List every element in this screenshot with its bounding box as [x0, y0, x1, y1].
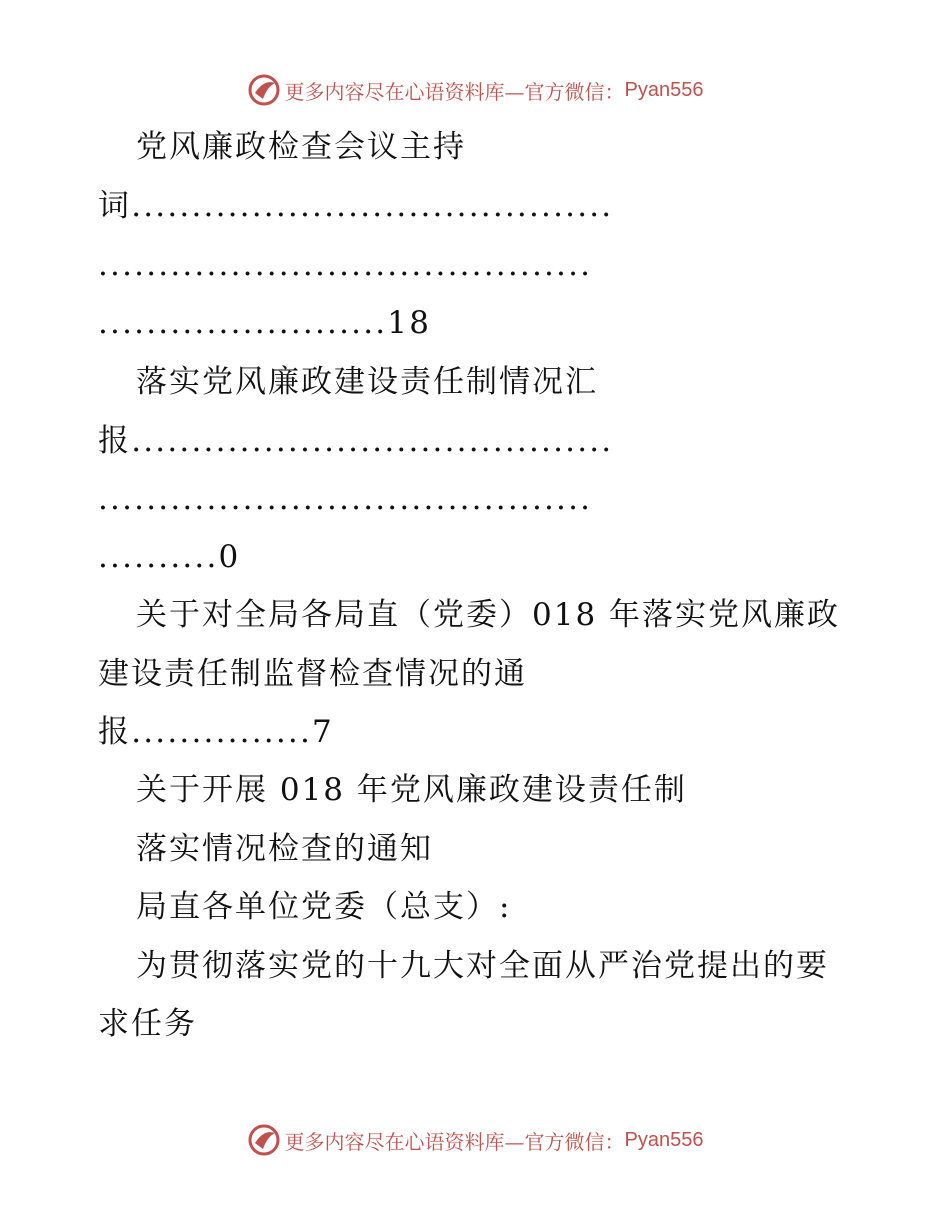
watermark-text: 更多内容尽在心语资料库—官方微信： — [284, 1129, 625, 1154]
toc-entry-leader: ......................................... — [98, 481, 593, 517]
wechat-id: Pyan556 — [624, 1128, 704, 1151]
toc-entry-title: 党风廉政检查会议主持 — [136, 129, 466, 165]
brand-logo-icon — [247, 73, 281, 107]
toc-entry-title: 建设责任制监督检查情况的通 — [98, 656, 527, 692]
toc-entry-page: 报...............7 — [98, 714, 334, 750]
brand-logo-icon — [247, 1123, 281, 1157]
notice-title: 关于开展 018 年党风廉政建设责任制 — [136, 772, 687, 808]
wechat-id: Pyan556 — [624, 78, 704, 101]
notice-body: 求任务 — [98, 1006, 197, 1042]
notice-body: 为贯彻落实党的十九大对全面从严治党提出的要 — [136, 948, 829, 984]
toc-entry-title: 关于对全局各局直（党委）018 年落实党风廉政 — [136, 597, 841, 633]
notice-title: 落实情况检查的通知 — [136, 831, 433, 867]
toc-entry-page: ........................18 — [98, 305, 432, 341]
toc-entry-leader: 词........................................ — [98, 188, 614, 224]
watermark-banner-bottom — [0, 1120, 950, 1160]
toc-entry-leader: 报........................................ — [98, 423, 614, 459]
watermark-text: 更多内容尽在心语资料库—官方微信： — [284, 79, 625, 104]
toc-entry-page: ..........0 — [98, 539, 241, 575]
toc-entry-leader: ......................................... — [98, 247, 593, 283]
notice-addressee: 局直各单位党委（总支）: — [136, 889, 512, 925]
watermark-banner-top — [0, 70, 950, 110]
toc-entry-title: 落实党风廉政建设责任制情况汇 — [136, 364, 598, 400]
